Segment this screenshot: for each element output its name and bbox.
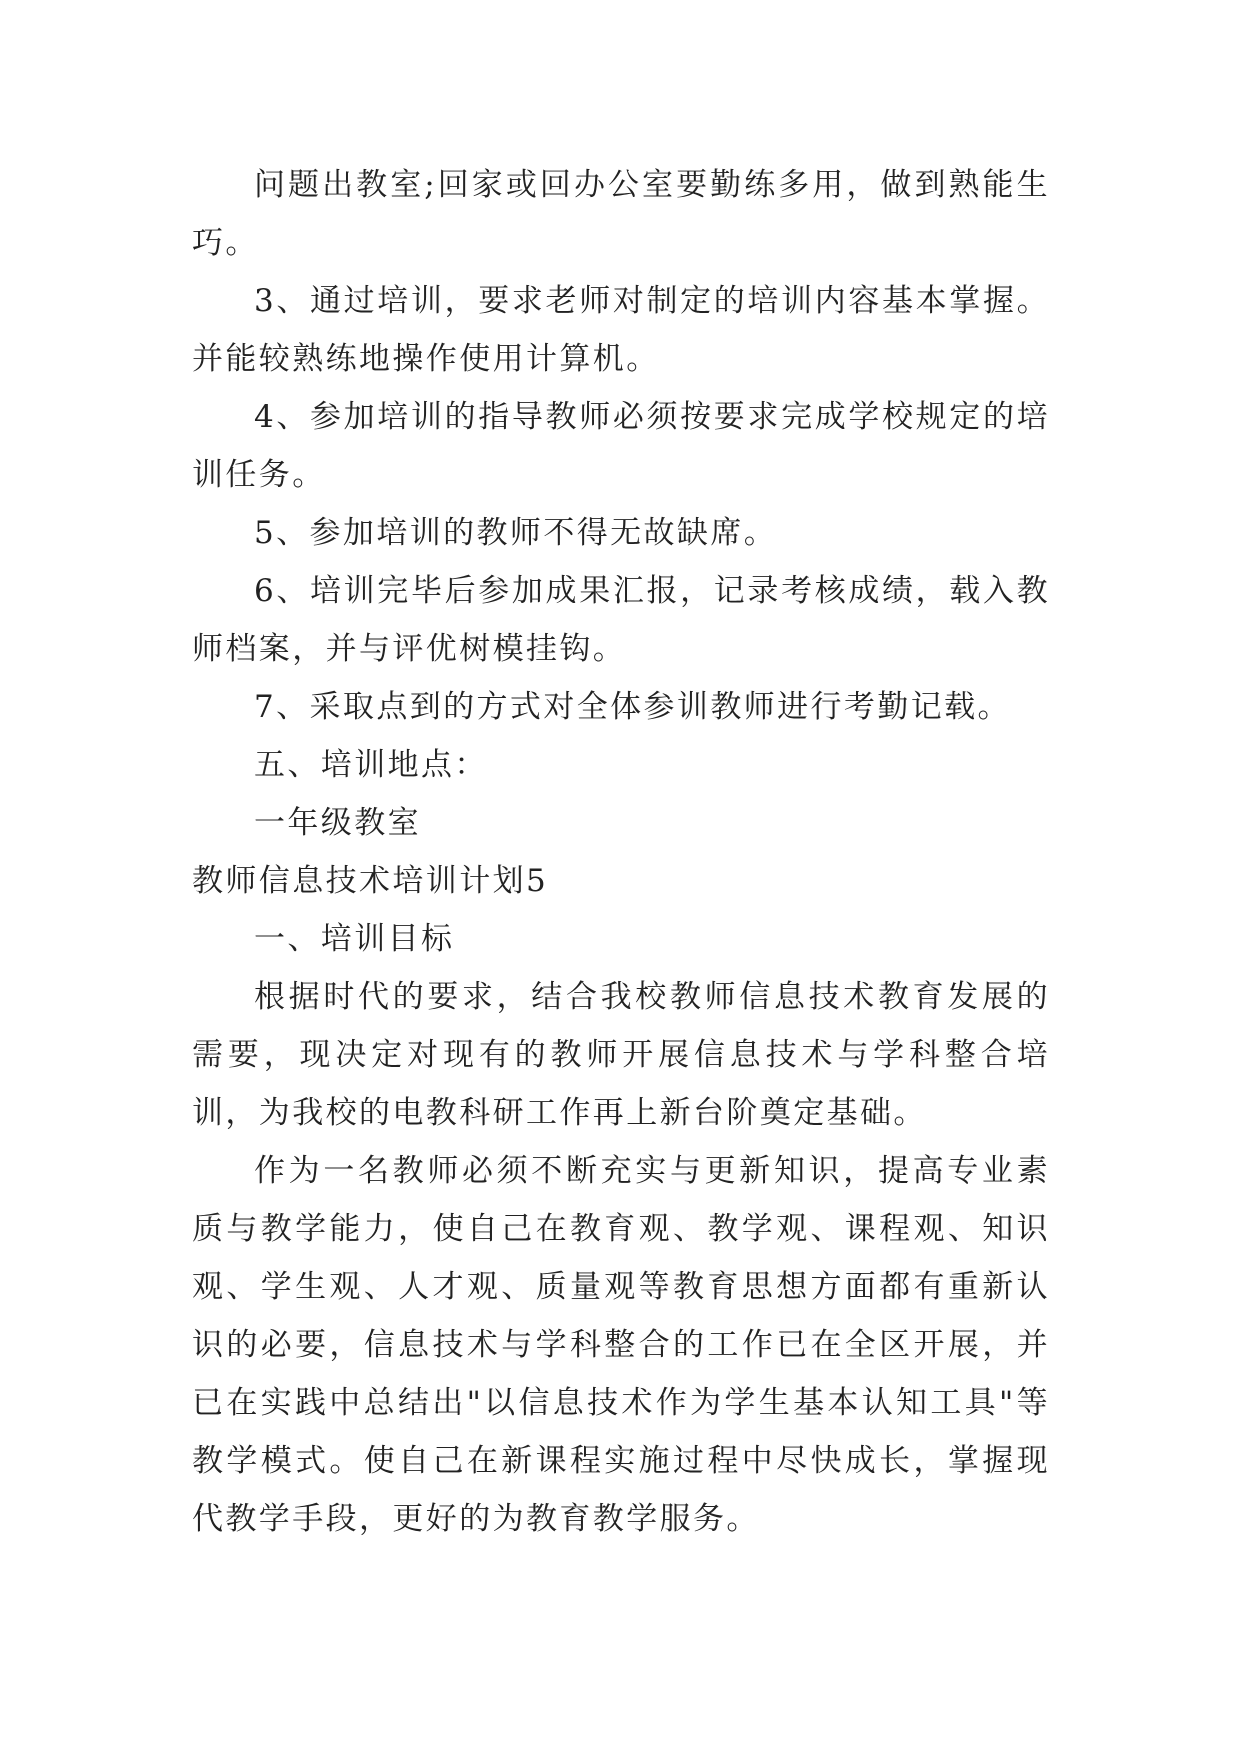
paragraph-item-7: 7、采取点到的方式对全体参训教师进行考勤记载。	[254, 689, 1011, 725]
paragraph-goal-2: 作为一名教师必须不断充实与更新知识，提高专业素质与教学能力，使自己在教育观、教学观、课程观、知识观、学生观、人才观、质量观等教育思想方面都有重新认识的必要，信息技术与学科整合的工作已在全区开展，并已在实践中总结出"以信息技术作为学生基本认知工具"等教学模式。使自己在新课程实施过程中尽快成长，掌握现代教学手段，更好的为教育教学服务。	[192, 1153, 1050, 1537]
paragraph-item-4: 4、参加培训的指导教师必须按要求完成学校规定的培训任务。	[192, 399, 1050, 493]
paragraph-item-6: 6、培训完毕后参加成果汇报，记录考核成绩，载入教师档案，并与评优树模挂钩。	[192, 573, 1050, 667]
paragraph-location: 一年级教室	[254, 805, 421, 841]
paragraph-goal-1: 根据时代的要求，结合我校教师信息技术教育发展的需要，现决定对现有的教师开展信息技术与学科整合培训，为我校的电教科研工作再上新台阶奠定基础。	[192, 979, 1050, 1131]
paragraph-item-3: 3、通过培训，要求老师对制定的培训内容基本掌握。并能较熟练地操作使用计算机。	[192, 283, 1050, 377]
section-heading-location: 五、培训地点：	[254, 747, 488, 783]
document-body	[192, 156, 1050, 1548]
paragraph-practice: 问题出教室;回家或回办公室要勤练多用，做到熟能生巧。	[192, 167, 1050, 261]
paragraph-item-5: 5、参加培训的教师不得无故缺席。	[254, 515, 778, 551]
document-title: 教师信息技术培训计划5	[192, 863, 549, 899]
section-heading-goal: 一、培训目标	[254, 921, 455, 957]
